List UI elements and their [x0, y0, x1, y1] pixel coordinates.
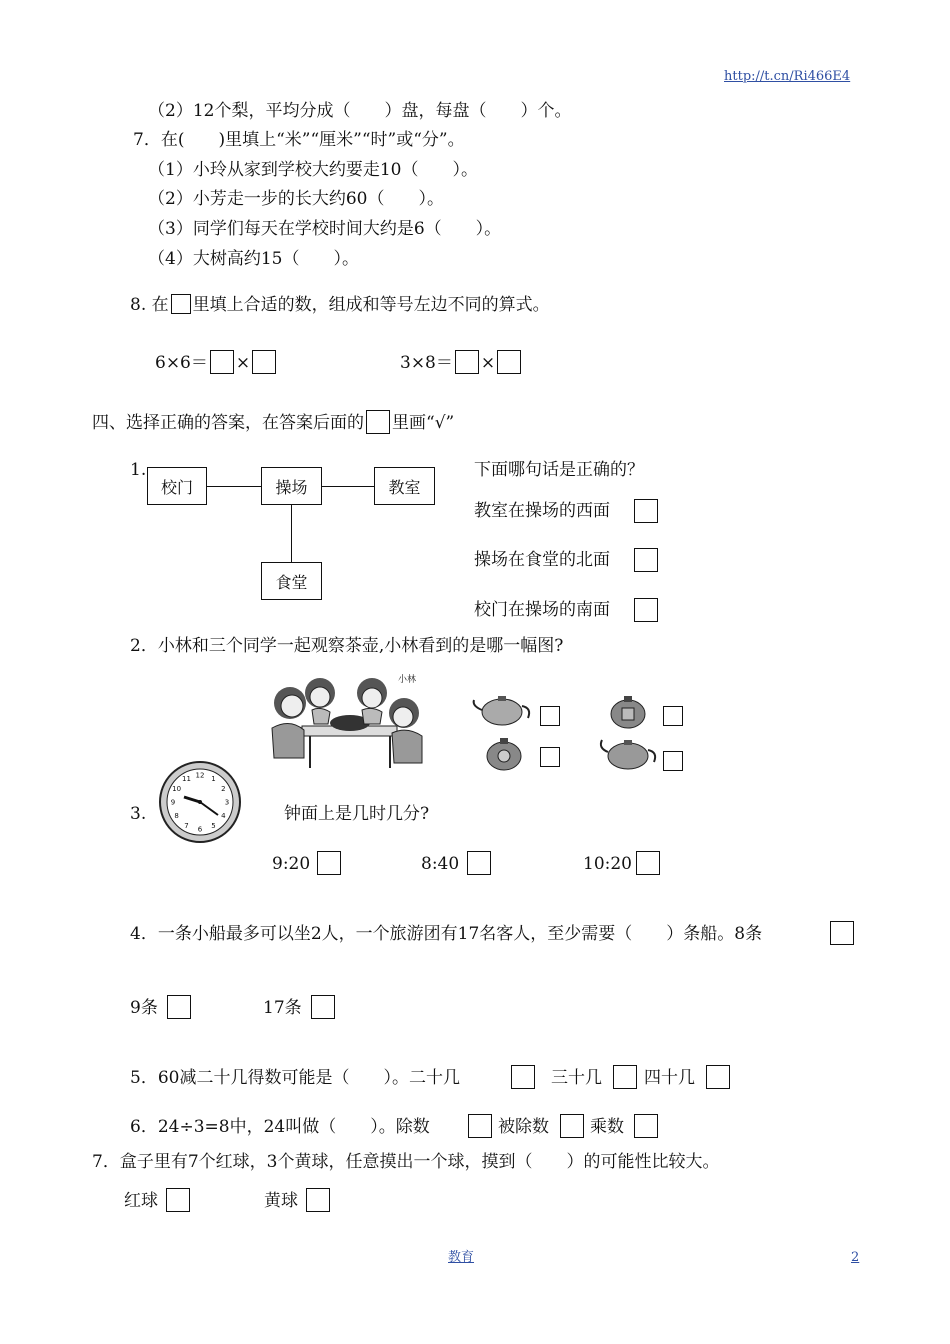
sec4-inline-box [366, 410, 390, 434]
q4-option-3: 17条 [263, 998, 302, 1018]
clock-numeral: 7 [184, 821, 189, 830]
q5-option-3-checkbox[interactable] [706, 1065, 730, 1089]
q5-option-2-checkbox[interactable] [613, 1065, 637, 1089]
clock-numeral: 6 [197, 825, 203, 834]
eq1-box-b[interactable] [252, 350, 276, 374]
eq2-label: 3×8＝ [400, 353, 453, 373]
eq2-box-b[interactable] [497, 350, 521, 374]
q5-option-2: 三十几 [551, 1068, 602, 1088]
clock-option-2-checkbox[interactable] [467, 851, 491, 875]
clock-numeral: 2 [221, 785, 226, 793]
q6-option-1-checkbox[interactable] [468, 1114, 492, 1138]
q4-text: 4．一条小船最多可以坐2人，一个旅游团有17名客人，至少需要（ ）条船。8条 [130, 924, 763, 944]
clock-numeral: 4 [221, 812, 226, 820]
map-option-1: 教室在操场的西面 [474, 501, 610, 521]
q6-option-3: 乘数 [590, 1117, 624, 1137]
clock-numeral: 1 [211, 775, 216, 784]
q7-4-text: （4）大树高约15（ ）。 [148, 249, 359, 269]
q5-option-1-checkbox[interactable] [511, 1065, 535, 1089]
q6-text: 6．24÷3=8中，24叫做（ ）。除数 [130, 1117, 430, 1137]
eq2-times: × [480, 353, 496, 373]
q8-post: 里填上合适的数，组成和等号左边不同的算式。 [192, 295, 550, 315]
eq1-label: 6×6＝ [155, 353, 208, 373]
teapot-c-checkbox[interactable] [540, 747, 560, 767]
page-number[interactable]: 2 [851, 1250, 860, 1265]
map-option-3: 校门在操场的南面 [474, 600, 610, 620]
clock-numeral: 8 [174, 812, 179, 820]
q5-option-3: 四十几 [644, 1068, 695, 1088]
equation-2 [400, 350, 523, 374]
teapot-b-checkbox[interactable] [663, 706, 683, 726]
map-question-number: 1. [130, 460, 147, 480]
header-link[interactable]: http://t.cn/Ri466E4 [724, 69, 851, 84]
clock-numeral: 11 [182, 775, 191, 784]
q7b-text: 7．盒子里有7个红球，3个黄球，任意摸出一个球，摸到（ ）的可能性比较大。 [92, 1152, 720, 1172]
teapot-d-checkbox[interactable] [663, 751, 683, 771]
q7b-option-1-checkbox[interactable] [166, 1188, 190, 1212]
q6-option-3-checkbox[interactable] [634, 1114, 658, 1138]
children-illustration [262, 668, 437, 772]
map-option-1-checkbox[interactable] [634, 499, 658, 523]
clock-question-text: 钟面上是几时几分? [284, 804, 430, 824]
clock-numeral: 5 [211, 821, 216, 830]
q7-1-text: （1）小玲从家到学校大约要走10（ ）。 [148, 160, 478, 180]
map-line-field-classroom [321, 486, 375, 487]
clock-question-number: 3. [130, 804, 147, 824]
eq1-times: × [235, 353, 251, 373]
q5-text: 5．60减二十几得数可能是（ ）。二十几 [130, 1068, 460, 1088]
q7-2-text: （2）小芳走一步的长大约60（ ）。 [148, 189, 444, 209]
footer-link[interactable]: 教育 [448, 1250, 475, 1265]
map-option-2: 操场在食堂的北面 [474, 550, 610, 570]
clock-option-1-checkbox[interactable] [317, 851, 341, 875]
clock-numeral: 10 [172, 785, 182, 793]
teapot-front-view-c [480, 734, 528, 772]
equation-1 [155, 350, 278, 374]
q4-option-3-checkbox[interactable] [311, 995, 335, 1019]
q8-pre: 8. 在 [130, 295, 169, 315]
map-node-gate: 校门 [147, 467, 207, 505]
sec4-pre: 四、选择正确的答案，在答案后面的 [92, 413, 364, 433]
q7-3-text: （3）同学们每天在学校时间大约是6（ ）。 [148, 219, 502, 239]
q4-option-2-checkbox[interactable] [167, 995, 191, 1019]
clock-option-1: 9:20 [272, 854, 311, 874]
q7-title: 7．在( )里填上“米”“厘米”“时”或“分”。 [133, 130, 465, 150]
section-4-heading [92, 410, 454, 434]
map-node-field: 操场 [261, 467, 322, 505]
map-line-field-canteen [291, 505, 292, 563]
sec4-post: 里画“√” [392, 413, 455, 433]
clock-option-2: 8:40 [421, 854, 460, 874]
q7b-option-2: 黄球 [264, 1191, 298, 1211]
q4-option-1-checkbox[interactable] [830, 921, 854, 945]
q7b-option-2-checkbox[interactable] [306, 1188, 330, 1212]
q8-text [130, 294, 550, 314]
teapot-side-view-a [470, 692, 534, 728]
teapot-question-text: 2．小林和三个同学一起观察茶壶,小林看到的是哪一幅图? [130, 636, 564, 656]
teapot-side-view-d [596, 736, 660, 772]
q6-option-2-checkbox[interactable] [560, 1114, 584, 1138]
teapot-a-checkbox[interactable] [540, 706, 560, 726]
map-node-classroom: 教室 [374, 467, 435, 505]
children-around-table-image [262, 668, 437, 772]
clock-numeral: 3 [224, 798, 230, 807]
map-option-3-checkbox[interactable] [634, 598, 658, 622]
clock-option-3: 10:20 [583, 854, 632, 874]
map-node-canteen: 食堂 [261, 562, 322, 600]
clock-numeral: 12 [195, 771, 205, 780]
q4-option-2: 9条 [130, 998, 158, 1018]
clock-option-3-checkbox[interactable] [636, 851, 660, 875]
xiaolin-label: 小林 [398, 675, 417, 685]
eq1-box-a[interactable] [210, 350, 234, 374]
q6-2-text: （2）12个梨，平均分成（ ）盘，每盘（ ）个。 [148, 101, 572, 121]
q7b-option-1: 红球 [124, 1191, 158, 1211]
map-prompt: 下面哪句话是正确的？ [474, 460, 644, 480]
map-option-2-checkbox[interactable] [634, 548, 658, 572]
clock-numeral: 9 [170, 798, 176, 807]
q6-option-2: 被除数 [498, 1117, 549, 1137]
teapot-back-view-b [604, 692, 652, 730]
map-line-gate-field [206, 486, 262, 487]
q8-inline-box [171, 294, 191, 314]
clock-face [158, 760, 242, 844]
eq2-box-a[interactable] [455, 350, 479, 374]
